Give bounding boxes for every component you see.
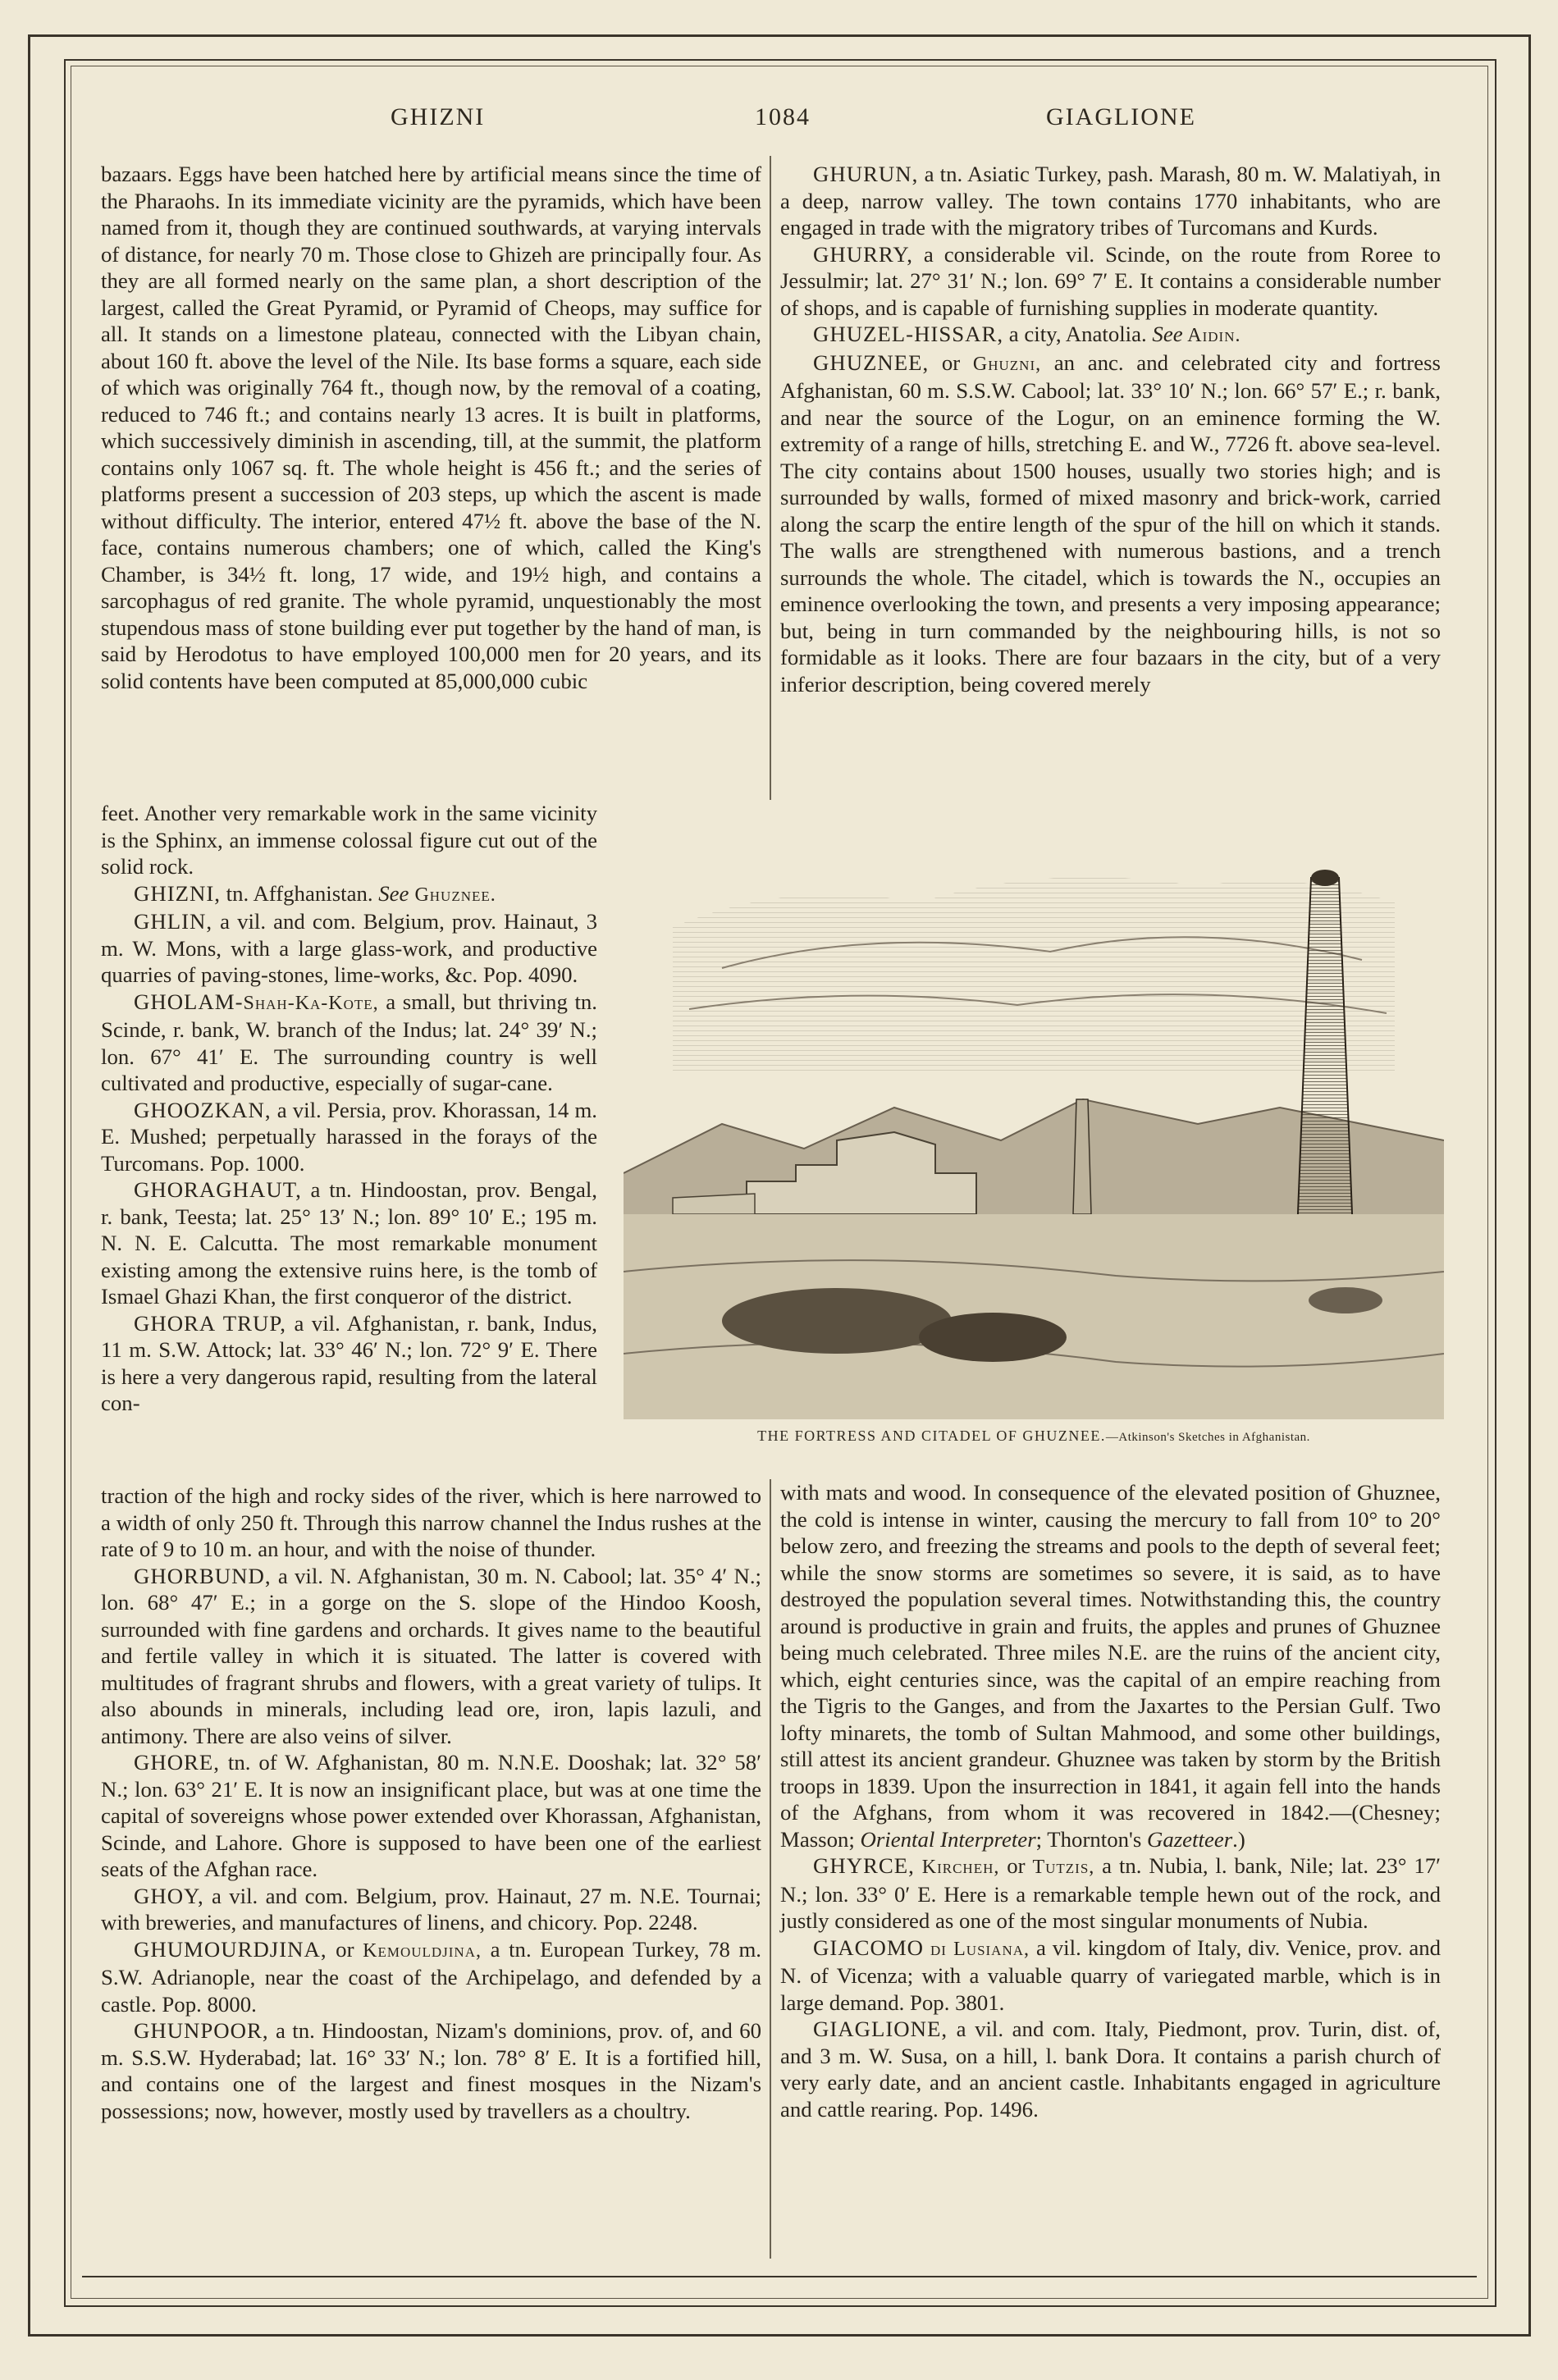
headword: GHOLAM-	[134, 989, 244, 1014]
header-left-guideword: GHIZNI	[391, 103, 486, 130]
headword: GIAGLIONE,	[813, 2017, 948, 2041]
column-rule-top	[770, 156, 771, 800]
right-column-bottom	[780, 1479, 1441, 2122]
caption-credit: —Atkinson's Sketches in Afghanistan.	[1105, 1431, 1310, 1444]
caption-title: THE FORTRESS AND CITADEL OF GHUZNEE.	[757, 1428, 1106, 1444]
left-column-top	[101, 161, 761, 694]
entry-text: feet. Another very remarkable work in the same vicinity is the Sphinx, an immense colossal figure cut out of the solid rock.	[101, 801, 597, 879]
entry-ghlin: GHLIN, a vil. and com. Belgium, prov. Hainaut, 3 m. W. Mons, with a large glass-work, and productive quarries of paving-stones, lime-works, &c. Pop. 4090.	[101, 909, 597, 987]
running-header	[107, 103, 1452, 144]
fortress-illustration	[624, 829, 1444, 1419]
entry-ghoy: GHOY, a vil. and com. Belgium, prov. Hainaut, 27 m. N.E. Tournai; with breweries, and manufactures of linens, and chicory. Pop. 2248.	[101, 1883, 761, 1935]
entry-ghoraghaut: GHORAGHAUT, a tn. Hindoostan, prov. Bengal, r. bank, Teesta; lat. 25° 13′ N.; lon. 89° 10′ E.; 195 m. N. N. E. Calcutta. The most remarkable monument existing among the extensive ruins here, is the tomb of Ismael Ghazi Khan, the first conqueror of the district.	[101, 1177, 597, 1309]
entry-ghore: GHORE, tn. of W. Afghanistan, 80 m. N.N.E. Dooshak; lat. 32° 58′ N.; lon. 63° 21′ E. It is now an insignificant place, but was at one time the capital of sovereigns whose power extended over Khorassan, Afghanistan, Scinde, and Lahore. Ghore is supposed to have been one of the earliest seats of the Afghan race.	[101, 1750, 761, 1881]
bottom-rule	[82, 2276, 1477, 2277]
entry-text: bazaars. Eggs have been hatched here by artificial means since the time of the Pharaohs. In its immediate vicinity are the pyramids, which have been named from it, though they are continued southwards, at varying intervals of distance, for nearly 70 m. Those close to Ghizeh are principally four. As they are all formed nearly on the same plan, a short description of the largest, called the Great Pyramid, or Pyramid of Cheops, may suffice for all. It stands on a limestone plateau, connected with the Libyan chain, about 160 ft. above the level of the Nile. Its base forms a square, each side of which was originally 764 ft., though now, by the removal of a coating, reduced to 746 ft.; and contains nearly 13 acres. It is built in platforms, which successively diminish in ascending, till, at the summit, the platform contains only 1067 sq. ft. The whole height is 456 ft.; and the series of platforms present a succession of 203 steps, up which the ascent is made without difficulty. The interior, entered 47½ ft. above the base of the N. face, contains numerous chambers; one of which, called the King's Chamber, is 34½ ft. long, 17 wide, and 19½ high, and contains a sarcophagus of red granite. The whole pyramid, unquestionably the most stupendous mass of stone building ever put together by the hand of man, is said by Herodotus to have employed 100,000 men for 20 years, and its solid contents have been computed at 85,000,000 cubic	[101, 162, 761, 693]
sky	[673, 877, 1395, 1075]
entry-ghunpoor: GHUNPOOR, a tn. Hindoostan, Nizam's dominions, prov. of, and 60 m. S.S.W. Hyderabad; lat. 16° 33′ N.; lon. 78° 8′ E. It is a fortified hill, and contains one of the largest and finest mosques in the Nizam's possessions; now, however, mostly used by travellers as a choultry.	[101, 2018, 761, 2123]
entry-ghyrce: GHYRCE, Kircheh, or Tutzis, a tn. Nubia, l. bank, Nile; lat. 23° 17′ N.; lon. 33° 0′ E. Here is a remarkable temple hewn out of the rock, and justly considered as one of the most singular monuments of Nubia.	[780, 1853, 1441, 1933]
left-column-bottom	[101, 1482, 761, 2124]
entry-ghoozkan: GHOOZKAN, a vil. Persia, prov. Khorassan, 14 m. E. Mushed; perpetually harassed in the forays of the Turcomans. Pop. 1000.	[101, 1097, 597, 1176]
entry-ghora-trup: GHORA TRUP, a vil. Afghanistan, r. bank, Indus, 11 m. S.W. Attock; lat. 33° 46′ N.; lon. 72° 9′ E. There is here a very dangerous rapid, resulting from the lateral con-	[101, 1310, 597, 1415]
header-right-guideword: GIAGLIONE	[1046, 103, 1196, 130]
headword: GHORA TRUP,	[134, 1310, 286, 1336]
headword: GHLIN,	[134, 909, 213, 934]
left-column-middle	[101, 800, 597, 1417]
headword: GHURUN,	[813, 162, 919, 186]
headword: GHURRY,	[813, 241, 913, 267]
entry-ghumourdjina: GHUMOURDJINA, or Kemouldjina, a tn. European Turkey, 78 m. S.W. Adrianople, near the coast of the Archipelago, and defended by a castle. Pop. 8000.	[101, 1936, 761, 2017]
entry-ghuznee: GHUZNEE, or Ghuzni, an anc. and celebrated city and fortress Afghanistan, 60 m. S.S.W. Cabool; lat. 33° 10′ N.; lon. 66° 57′ E.; r. bank, and near the source of the Logur, on an eminence forming the W. extremity of a range of hills, stretching E. and W., 7726 ft. above sea-level. The city contains about 1500 houses, usually two stories high; and is surrounded by walls, formed of mixed masonry and brick-work, carried along the scarp the entire length of the spur of the hill on which it stands. The walls are strengthened with numerous bastions, and a trench surrounds the whole. The citadel, which is towards the N., occupies an eminence overlooking the town, and presents a very imposing appearance; but, being in turn commanded by the neighbouring hills, is not so formidable as it looks. There are four bazaars in the city, but of a very inferior description, being covered merely	[780, 349, 1441, 697]
headword: GHORE,	[134, 1750, 220, 1775]
illustration-caption	[624, 1428, 1444, 1445]
headword: GHOOZKAN,	[134, 1097, 272, 1122]
headword: GHUZNEE,	[813, 349, 930, 375]
page-number: 1084	[755, 103, 811, 130]
right-column-top	[780, 161, 1441, 697]
entry-giacomo: GIACOMO di Lusiana, a vil. kingdom of Italy, div. Venice, prov. and N. of Vicenza; with a valuable quarry of variegated marble, which is in large demand. Pop. 3801.	[780, 1935, 1441, 2015]
headword: GIACOMO	[813, 1935, 925, 1960]
minaret-small	[1073, 1099, 1091, 1214]
entry-text: with mats and wood. In consequence of the elevated position of Ghuznee, the cold is intense in winter, causing the mercury to fall from 10° to 20° below zero, and freezing the streams and pools to the depth of several feet; while the snow storms are sometimes so severe, it is said, as to have destroyed the population several times. Notwithstanding this, the country around is productive in grain and fruits, the apples and prunes of Ghuznee being much celebrated. Three miles N.E. are the ruins of the ancient city, which, eight centuries since, was the capital of an empire reaching from the Tigris to the Ganges, and from the Jaxartes to the Persian Gulf. Two lofty minarets, the tomb of Sultan Mahmood, and some other buildings, still attest its ancient grandeur. Ghuznee was taken by storm by the British troops in 1839. Upon the insurrection in 1841, it again fell into the hands of the Afghans, from whom it was recovered in 1842.—(Chesney; Masson; Oriental Interpreter; Thornton's Gazetteer.)	[780, 1480, 1441, 1852]
entry-ghurun: GHURUN, a tn. Asiatic Turkey, pash. Marash, 80 m. W. Malatiyah, in a deep, narrow valley. The town contains 1770 inhabitants, who are engaged in trade with the migratory tribes of Turcomans and Kurds.	[780, 162, 1441, 240]
headword: GHUMOURDJINA,	[134, 1936, 327, 1962]
entry-ghuzel-hissar: GHUZEL-HISSAR, a city, Anatolia. See Aidin.	[813, 322, 1241, 346]
entry-text: traction of the high and rocky sides of the river, which is here narrowed to a width of only 250 ft. Through this narrow channel the Indus rushes at the rate of 9 to 10 m. an hour, and with the noise of thunder.	[101, 1483, 761, 1561]
entry-ghorbund: GHORBUND, a vil. N. Afghanistan, 30 m. N. Cabool; lat. 35° 4′ N.; lon. 68° 47′ E.; in a gorge on the S. slope of the Hindoo Koosh, surrounded with fine gardens and orchards. It gives name to the beautiful and fertile valley in which it is situated. The latter is covered with multitudes of fragrant shrubs and flowers, with a great variety of tulips. It also abounds in minerals, including lead ore, iron, lapis lazuli, and antimony. There are also veins of silver.	[101, 1563, 761, 1748]
entry-ghurry: GHURRY, a considerable vil. Scinde, on the route from Roree to Jessulmir; lat. 27° 31′ N.; lon. 69° 7′ E. It contains a considerable number of shops, and is capable of furnishing supplies in moderate quantity.	[780, 241, 1441, 320]
entry-giaglione: GIAGLIONE, a vil. and com. Italy, Piedmont, prov. Turin, dist. of, and 3 m. W. Susa, on a hill, l. bank Dora. It contains a parish church of very early date, and an ancient castle. Inhabitants engaged in agriculture and cattle rearing. Pop. 1496.	[780, 2017, 1441, 2122]
column-rule-bottom	[770, 1479, 771, 2259]
headword: GHOY,	[134, 1883, 204, 1908]
entry-gholam: GHOLAM-Shah-Ka-Kote, a small, but thriving tn. Scinde, r. bank, W. branch of the Indus; lat. 24° 39′ N.; lon. 67° 41′ E. The surrounding country is well cultivated and productive, especially of sugar-cane.	[101, 989, 597, 1095]
entry-ghizni: GHIZNI, tn. Affghanistan. See Ghuznee.	[134, 880, 496, 906]
headword: GHORBUND,	[134, 1563, 272, 1588]
headword: GHUNPOOR,	[134, 2018, 269, 2043]
headword: GHUZEL-HISSAR,	[813, 322, 1004, 346]
headword: GHORAGHAUT,	[134, 1177, 302, 1202]
headword: GHIZNI,	[134, 880, 221, 906]
headword: GHYRCE,	[813, 1853, 915, 1878]
